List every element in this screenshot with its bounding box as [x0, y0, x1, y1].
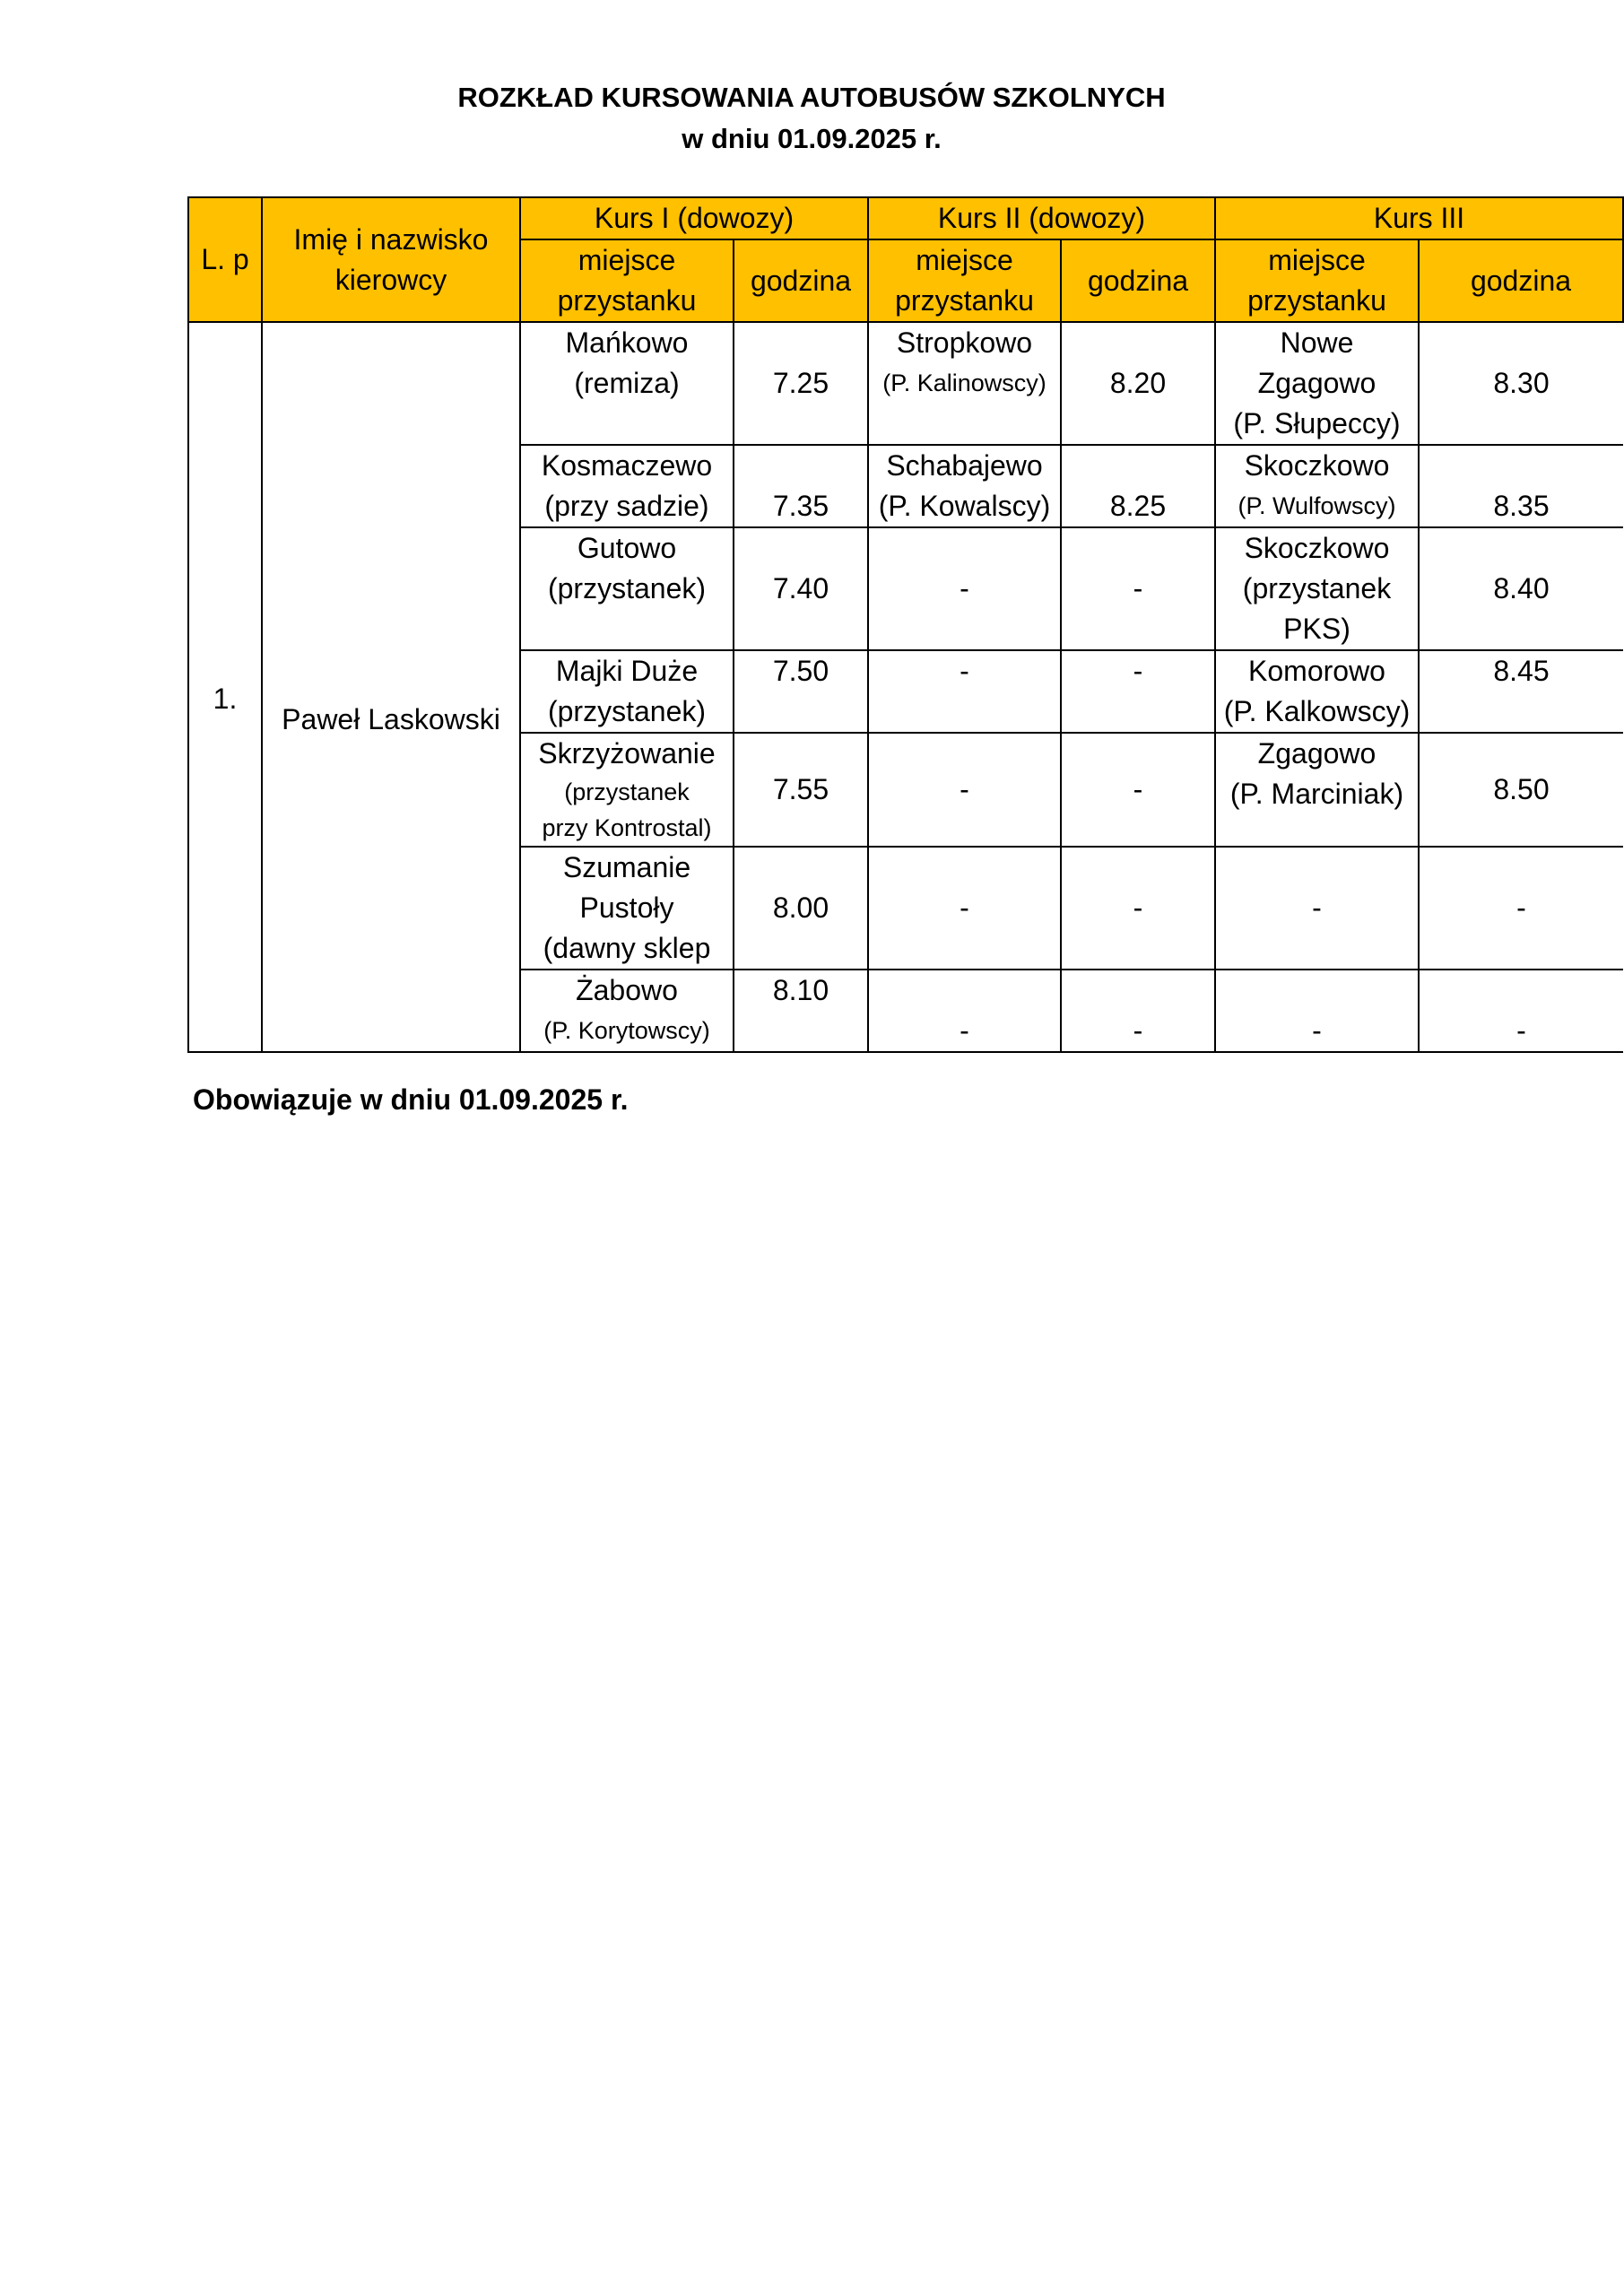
k3-place: -: [1215, 847, 1419, 970]
header-kurs-3: Kurs III: [1215, 197, 1623, 239]
k1-place-line: przy Kontrostal): [542, 814, 712, 841]
k2-time: 8.20: [1061, 322, 1215, 445]
k1-place-line: (przy sadzie): [544, 490, 709, 522]
k1-place-line: Gutowo: [577, 532, 677, 564]
header-lp: L. p: [188, 197, 262, 322]
k2-place: -: [868, 847, 1061, 970]
k1-place-line: (P. Korytowscy): [543, 1017, 710, 1044]
k1-place: [520, 650, 734, 733]
k2-time: -: [1061, 650, 1215, 733]
k1-place: [520, 322, 734, 445]
document-title: [251, 77, 1372, 160]
k1-place: [520, 847, 734, 970]
header-row-courses: [188, 197, 1623, 239]
k3-time: 8.45: [1419, 650, 1623, 733]
k2-place-line: Stropkowo: [896, 326, 1033, 359]
k1-place: [520, 445, 734, 527]
table-row: [188, 322, 1623, 445]
k3-time: 8.50: [1419, 733, 1623, 847]
k1-place-line: (dawny sklep: [543, 932, 711, 964]
k3-place-line: PKS): [1283, 613, 1350, 645]
k3-place: [1215, 445, 1419, 527]
k2-place-line: (P. Kowalscy): [878, 490, 1051, 522]
k1-place-line: Skrzyżowanie: [538, 737, 716, 770]
title-line-2: w dniu 01.09.2025 r.: [682, 123, 942, 154]
k3-place-line: (P. Kalkowscy): [1223, 695, 1411, 727]
k2-time: -: [1061, 847, 1215, 970]
k2-time: -: [1061, 733, 1215, 847]
k1-place-line: Mańkowo: [565, 326, 689, 359]
header-place-k2: [868, 239, 1061, 322]
k3-time: -: [1419, 970, 1623, 1052]
header-time-k1: godzina: [734, 239, 868, 322]
k3-place-line: (przystanek: [1242, 572, 1392, 604]
k3-place-line: (P. Marciniak): [1229, 778, 1404, 810]
k3-time: -: [1419, 847, 1623, 970]
k1-place-line: Szumanie: [562, 851, 691, 883]
k1-time: 7.25: [734, 322, 868, 445]
k1-place-line: (przystanek): [547, 572, 707, 604]
k1-time: 7.35: [734, 445, 868, 527]
k1-time: 7.40: [734, 527, 868, 650]
k3-place: [1215, 527, 1419, 650]
k1-place: [520, 733, 734, 847]
k2-place: -: [868, 650, 1061, 733]
k1-place: [520, 970, 734, 1052]
header-place-line1: miejsce: [916, 244, 1013, 276]
k1-place-line: Majki Duże: [555, 655, 699, 687]
driver-name: Paweł Laskowski: [262, 322, 520, 1052]
k2-place: [868, 445, 1061, 527]
header-place-line2: przystanku: [557, 284, 697, 317]
k3-place: -: [1215, 970, 1419, 1052]
k1-place-line: (przystanek: [564, 778, 690, 805]
row-number: 1.: [188, 322, 262, 1052]
k1-place-line: (przystanek): [547, 695, 707, 727]
k1-place-line: (remiza): [574, 367, 680, 399]
header-place-line2: przystanku: [895, 284, 1034, 317]
k2-time: -: [1061, 970, 1215, 1052]
header-time-k3: godzina: [1419, 239, 1623, 322]
k3-time: 8.30: [1419, 322, 1623, 445]
k3-place-line: Skoczkowo: [1244, 449, 1390, 482]
k2-place: -: [868, 733, 1061, 847]
k1-place-line: Kosmaczewo: [541, 449, 713, 482]
k2-place: [868, 322, 1061, 445]
title-line-1: ROZKŁAD KURSOWANIA AUTOBUSÓW SZKOLNYCH: [457, 82, 1166, 113]
k1-place-line: Pustoły: [579, 891, 674, 924]
header-kurs-1: Kurs I (dowozy): [520, 197, 868, 239]
k3-place-line: Skoczkowo: [1244, 532, 1390, 564]
k1-place: [520, 527, 734, 650]
k3-place: [1215, 650, 1419, 733]
k3-place-line: Nowe: [1280, 326, 1354, 359]
k1-time: 8.00: [734, 847, 868, 970]
k3-place-line: (P. Wulfowscy): [1238, 492, 1396, 519]
k2-place: -: [868, 970, 1061, 1052]
header-place-line1: miejsce: [578, 244, 676, 276]
k1-time: 8.10: [734, 970, 868, 1052]
k2-place-line: (P. Kalinowscy): [882, 370, 1046, 396]
k2-time: -: [1061, 527, 1215, 650]
k3-place-line: Zgagowo: [1257, 367, 1376, 399]
header-driver: [262, 197, 520, 322]
header-place-k1: [520, 239, 734, 322]
k3-time: 8.40: [1419, 527, 1623, 650]
k3-place-line: Zgagowo: [1257, 737, 1376, 770]
k3-time: 8.35: [1419, 445, 1623, 527]
k3-place: [1215, 733, 1419, 847]
k2-place: -: [868, 527, 1061, 650]
k3-place-line: Komorowo: [1248, 655, 1385, 687]
k1-time: 7.55: [734, 733, 868, 847]
header-driver-line2: kierowcy: [334, 263, 447, 296]
header-driver-line1: Imię i nazwisko: [293, 222, 489, 256]
header-place-k3: [1215, 239, 1419, 322]
k1-time: 7.50: [734, 650, 868, 733]
k1-place-line: Żabowo: [576, 974, 678, 1006]
validity-note: Obowiązuje w dniu 01.09.2025 r.: [193, 1083, 629, 1116]
k3-place: [1215, 322, 1419, 445]
header-kurs-2: Kurs II (dowozy): [868, 197, 1215, 239]
header-time-k2: godzina: [1061, 239, 1215, 322]
k3-place-line: (P. Słupeccy): [1233, 407, 1401, 439]
k2-time: 8.25: [1061, 445, 1215, 527]
k2-place-line: Schabajewo: [886, 449, 1043, 482]
header-place-line1: miejsce: [1268, 244, 1366, 276]
header-place-line2: przystanku: [1247, 284, 1386, 317]
bus-schedule-table: [187, 196, 1624, 1053]
